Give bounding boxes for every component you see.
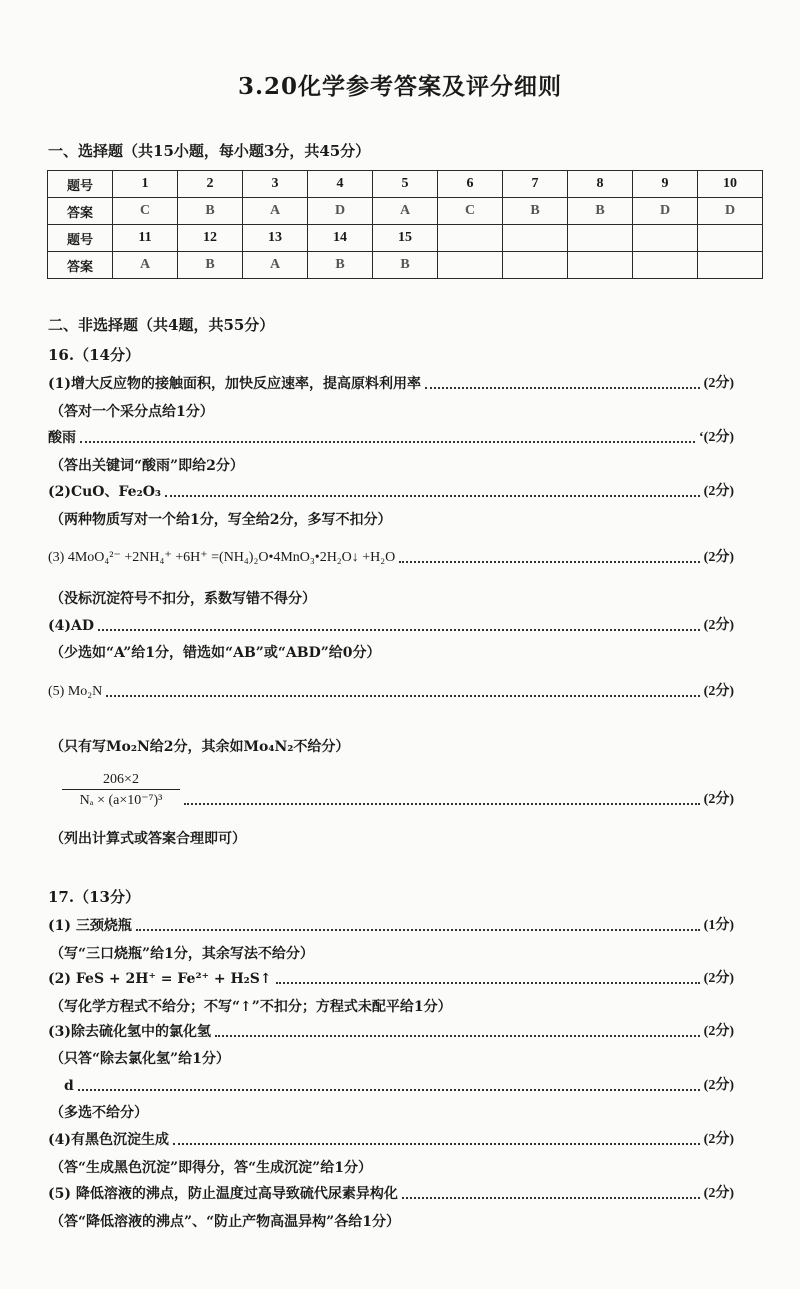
leader-dots: [399, 560, 699, 563]
density-formula: [62, 772, 180, 809]
empty-cell: [503, 225, 568, 252]
answer-line: [48, 614, 734, 636]
table-row: [48, 252, 763, 279]
answer-line: [48, 480, 734, 502]
leader-dots: [173, 1142, 700, 1145]
question-number: 7: [503, 171, 568, 198]
scoring-note: （答“降低溶液的沸点”、“防止产物高温异构”各给1分）: [50, 1214, 400, 1230]
empty-cell: [438, 225, 503, 252]
answer-line: [48, 967, 734, 989]
scoring-note: （只答“除去氯化氢”给1分）: [50, 1051, 230, 1067]
question-number: 9: [633, 171, 698, 198]
scoring-note: （写化学方程式不给分；不写“↑”不扣分；方程式未配平给1分）: [50, 999, 452, 1015]
answer-line: [64, 1074, 734, 1096]
empty-cell: [503, 252, 568, 279]
answer-text: (4)AD: [48, 618, 94, 634]
points-label: ‘(2分): [699, 430, 734, 445]
points-label: (2分): [703, 1024, 734, 1039]
points-label: (2分): [703, 1078, 734, 1093]
answer-line: [48, 1182, 734, 1204]
answer-cell: C: [113, 198, 178, 225]
question-number: 13: [243, 225, 308, 252]
answer-text: (3) 4MoO₄²⁻ +2NH₄⁺ +6H⁺ =(NH₄)₂O•4MnO₃•2H₂O↓ +H₂O: [48, 550, 396, 565]
answer-cell: B: [568, 198, 633, 225]
leader-dots: [78, 1088, 700, 1091]
empty-cell: [568, 225, 633, 252]
answer-cell: B: [373, 252, 438, 279]
q16-header: 16.（14分）: [48, 346, 140, 364]
empty-cell: [633, 252, 698, 279]
question-number: 3: [243, 171, 308, 198]
scoring-note: （列出计算式或答案合理即可）: [50, 831, 246, 847]
question-number: 2: [178, 171, 243, 198]
points-label: (2分): [703, 1186, 734, 1201]
question-number: 11: [113, 225, 178, 252]
question-number: 14: [308, 225, 373, 252]
question-number: 1: [113, 171, 178, 198]
answer-cell: D: [698, 198, 763, 225]
points-label: (2分): [703, 484, 734, 499]
answer-text: (4)有黑色沉淀生成: [48, 1132, 169, 1148]
question-number: 6: [438, 171, 503, 198]
leader-dots: [215, 1034, 700, 1037]
row-label: 答案: [48, 252, 113, 279]
answer-cell: A: [243, 198, 308, 225]
table-row: [48, 198, 763, 225]
answer-line: [48, 680, 734, 702]
scoring-note: （少选如“A”给1分，错选如“AB”或“ABD”给0分）: [50, 645, 381, 661]
answer-cell: A: [243, 252, 308, 279]
table-row: [48, 225, 763, 252]
empty-cell: [698, 225, 763, 252]
answer-cell: B: [503, 198, 568, 225]
answer-cell: B: [178, 198, 243, 225]
q17-header: 17.（13分）: [48, 888, 140, 906]
row-label: 答案: [48, 198, 113, 225]
answer-line: [48, 1128, 734, 1150]
formula-numerator: 206×2: [62, 772, 180, 790]
leader-dots: [98, 628, 700, 631]
scoring-note: （多选不给分）: [50, 1105, 148, 1121]
row-label: 题号: [48, 171, 113, 198]
answer-text: (2)CuO、Fe₂O₃: [48, 484, 162, 500]
points-label: (2分): [703, 618, 734, 633]
empty-cell: [633, 225, 698, 252]
points-label: (1分): [703, 918, 734, 933]
page-title: 3.20化学参考答案及评分细则: [237, 73, 563, 100]
points-label: (2分): [703, 376, 734, 391]
answer-line: [48, 372, 734, 394]
answer-cell: B: [308, 252, 373, 279]
answer-cell: A: [373, 198, 438, 225]
answer-line: [48, 426, 734, 448]
empty-cell: [698, 252, 763, 279]
answer-text: (1)增大反应物的接触面积，加快反应速率，提高原料利用率: [48, 376, 421, 392]
leader-dots: [402, 1196, 700, 1199]
answer-cell: B: [178, 252, 243, 279]
scoring-note: （只有写Mo₂N给2分，其余如Mo₄N₂不给分）: [50, 739, 350, 755]
formula-denominator: Nₐ × (a×10⁻⁷)³: [79, 793, 163, 808]
table-row: [48, 171, 763, 198]
leader-dots: [184, 802, 700, 805]
answer-cell: D: [633, 198, 698, 225]
question-number: 4: [308, 171, 373, 198]
answer-cell: D: [308, 198, 373, 225]
answer-line: [48, 914, 734, 936]
empty-cell: [438, 252, 503, 279]
answer-table: [47, 170, 763, 279]
leader-dots: [165, 494, 700, 497]
points-label: (2分): [703, 684, 734, 699]
answer-line: [48, 546, 734, 568]
scoring-note: （答对一个采分点给1分）: [50, 404, 214, 420]
leader-dots: [106, 694, 699, 697]
section-2-heading: 二、非选择题（共4题，共55分）: [48, 316, 275, 334]
answer-text: (5) 降低溶液的沸点，防止温度过高导致硫代尿素异构化: [48, 1186, 398, 1202]
scoring-note: （两种物质写对一个给1分，写全给2分，多写不扣分）: [50, 512, 392, 528]
answer-text: (3)除去硫化氢中的氯化氢: [48, 1024, 211, 1040]
scoring-note: （答出关键词“酸雨”即给2分）: [50, 458, 244, 474]
scoring-note: （答“生成黑色沉淀”即得分，答“生成沉淀”给1分）: [50, 1160, 372, 1176]
question-number: 15: [373, 225, 438, 252]
question-number: 10: [698, 171, 763, 198]
points-label: (2分): [703, 550, 734, 565]
row-label: 题号: [48, 225, 113, 252]
section-1-heading: 一、选择题（共15小题，每小题3分，共45分）: [48, 142, 371, 160]
answer-line: [180, 788, 734, 810]
leader-dots: [80, 440, 695, 443]
leader-dots: [425, 386, 700, 389]
answer-text: (5) Mo₂N: [48, 684, 103, 699]
answer-line: [48, 1020, 734, 1042]
points-label: (2分): [703, 1132, 734, 1147]
answer-text: d: [64, 1078, 74, 1094]
empty-cell: [568, 252, 633, 279]
question-number: 12: [178, 225, 243, 252]
answer-text: 酸雨: [48, 430, 76, 446]
answer-text: (1) 三颈烧瓶: [48, 918, 132, 934]
question-number: 8: [568, 171, 633, 198]
question-number: 5: [373, 171, 438, 198]
leader-dots: [276, 981, 700, 984]
leader-dots: [136, 928, 700, 931]
scoring-note: （写“三口烧瓶”给1分，其余写法不给分）: [50, 946, 314, 962]
answer-cell: C: [438, 198, 503, 225]
points-label: (2分): [703, 792, 734, 807]
answer-cell: A: [113, 252, 178, 279]
points-label: (2分): [703, 971, 734, 986]
scoring-note: （没标沉淀符号不扣分，系数写错不得分）: [50, 591, 316, 607]
answer-text: (2) FeS + 2H⁺ = Fe²⁺ + H₂S↑: [48, 971, 272, 987]
